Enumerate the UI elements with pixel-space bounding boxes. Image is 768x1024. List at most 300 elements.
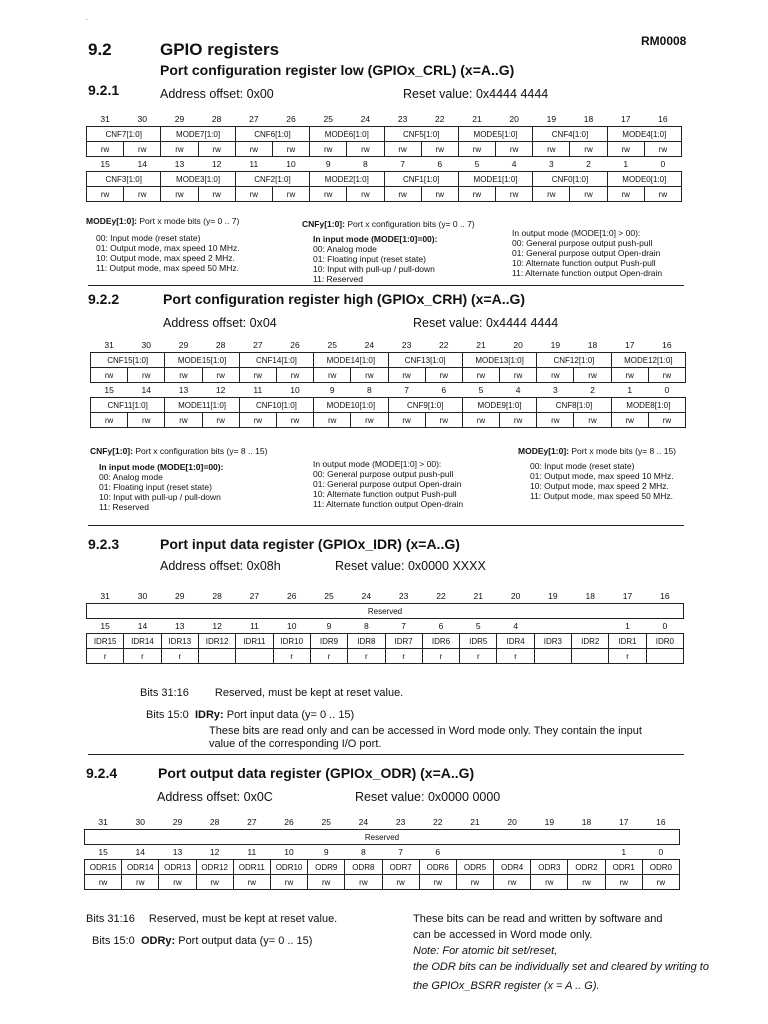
crh-mode-heading: MODEy[1:0]: Port x mode bits (y= 8 .. 15)	[518, 446, 677, 456]
list-line: 10: Input with pull-up / pull-down	[313, 264, 435, 274]
bit-number: 10	[286, 621, 297, 631]
bit-number: 11	[249, 159, 259, 169]
bit-number: 13	[172, 847, 183, 857]
access-cell: rw	[458, 142, 495, 157]
access-cell: rw	[384, 142, 421, 157]
list-line: 10: Alternate function output Push-pull	[512, 258, 656, 268]
bit-number: 22	[433, 817, 443, 827]
access-cell: rw	[388, 368, 425, 383]
field-cell: MODE11[1:0]	[165, 398, 239, 413]
access-cell: rw	[611, 368, 648, 383]
access-cell: rw	[235, 142, 272, 157]
access-cell: rw	[159, 875, 196, 890]
bit-number: 31	[98, 817, 108, 827]
bit-number: 25	[327, 340, 337, 350]
access-cell: rw	[570, 142, 607, 157]
access-cell: rw	[537, 368, 574, 383]
odr-note-3: the GPIOx_BSRR register (x = A .. G).	[413, 980, 600, 992]
bit-number: 6	[437, 159, 443, 169]
bit-number: 24	[358, 817, 369, 827]
access-cell: r	[609, 649, 646, 664]
bit-number: 19	[548, 591, 558, 601]
list-line: 01: Output mode, max speed 10 MHz.	[96, 243, 240, 253]
bit-number: 4	[511, 159, 517, 169]
access-cell: rw	[347, 142, 384, 157]
list-line: 00: General purpose output push-pull	[313, 469, 454, 479]
bit-number: 20	[510, 591, 521, 601]
access-cell: rw	[533, 142, 570, 157]
access-cell: rw	[314, 368, 351, 383]
odr-bits-data: Bits 15:0 ODRy: Port output data (y= 0 .. 15)	[92, 935, 313, 947]
field-cell: MODE9[1:0]	[462, 398, 536, 413]
access-cell: rw	[87, 187, 124, 202]
access-cell: rw	[533, 187, 570, 202]
bit-number: 24	[360, 114, 371, 124]
access-cell: rw	[202, 368, 239, 383]
bit-number: 26	[284, 817, 294, 827]
field-cell: MODE13[1:0]	[462, 353, 536, 368]
bit-number: 21	[476, 340, 486, 350]
crl-cnf-input-block: In input mode (MODE[1:0]=00): 00: Analog mode 01: Floating input (reset state) 10: Input with pull-up / pull-down 11: Reserved	[313, 234, 438, 284]
bit-number: 0	[662, 621, 668, 631]
list-line: 00: Input mode (reset state)	[96, 233, 201, 243]
field-cell: MODE0[1:0]	[607, 172, 681, 187]
access-cell: rw	[642, 875, 679, 890]
idr-desc-1: These bits are read only and can be accessed in Word mode only. They contain the input	[209, 725, 642, 737]
bit-number: 13	[178, 385, 189, 395]
list-line: 11: Reserved	[99, 502, 149, 512]
access-cell: rw	[124, 142, 161, 157]
odr-note-2: the ODR bits can be individually set and cleared by writing to	[413, 961, 709, 973]
access-cell: r	[161, 649, 198, 664]
bit-number: 14	[141, 385, 152, 395]
list-line: 10: Output mode, max speed 2 MHz.	[96, 253, 235, 263]
crh-reset: Reset value: 0x4444 4444	[413, 316, 559, 330]
bit-number: 16	[662, 340, 672, 350]
bit-number: 16	[660, 591, 670, 601]
field-cell: ODR7	[382, 860, 419, 875]
field-cell: ODR14	[122, 860, 159, 875]
bit-number: 23	[395, 817, 406, 827]
bit-number: 1	[623, 159, 629, 169]
odr-register-table	[84, 815, 680, 890]
field-cell: MODE8[1:0]	[611, 398, 685, 413]
field-cell: CNF12[1:0]	[537, 353, 611, 368]
crl-offset: Address offset: 0x00	[160, 87, 274, 101]
field-cell: IDR5	[460, 634, 497, 649]
access-cell: rw	[648, 368, 685, 383]
field-cell: ODR1	[605, 860, 642, 875]
bit-number: 26	[286, 591, 297, 601]
access-cell: rw	[456, 875, 493, 890]
field-cell: IDR2	[572, 634, 609, 649]
bit-number: 20	[509, 114, 519, 124]
access-cell	[236, 649, 273, 664]
access-cell: rw	[128, 413, 165, 428]
bit-number: 27	[247, 817, 257, 827]
field-cell: CNF6[1:0]	[235, 127, 309, 142]
field-cell: CNF10[1:0]	[239, 398, 313, 413]
access-cell: rw	[421, 142, 458, 157]
bit-number: 11	[253, 385, 263, 395]
access-cell: rw	[270, 875, 307, 890]
field-cell: MODE10[1:0]	[314, 398, 388, 413]
bit-number	[534, 619, 571, 634]
access-cell: rw	[310, 142, 347, 157]
field-cell: MODE5[1:0]	[458, 127, 532, 142]
bit-number: 5	[475, 621, 481, 631]
bit-number: 2	[590, 385, 595, 395]
access-cell: rw	[568, 875, 605, 890]
field-cell: MODE6[1:0]	[310, 127, 384, 142]
bit-number: 5	[474, 159, 480, 169]
access-cell: rw	[202, 413, 239, 428]
bit-number: 14	[137, 621, 148, 631]
field-cell: CNF4[1:0]	[533, 127, 607, 142]
bit-number: 26	[286, 114, 296, 124]
field-cell: MODE2[1:0]	[310, 172, 384, 187]
access-cell: rw	[425, 368, 462, 383]
field-cell: MODE1[1:0]	[458, 172, 532, 187]
access-cell: rw	[239, 413, 276, 428]
access-cell: rw	[537, 413, 574, 428]
odr-offset: Address offset: 0x0C	[157, 790, 273, 804]
bit-number: 28	[211, 114, 222, 124]
bit-number: 1	[627, 385, 633, 395]
idr-number: 9.2.3	[88, 536, 120, 552]
field-cell: CNF13[1:0]	[388, 353, 462, 368]
bit-number: 31	[104, 340, 114, 350]
bit-number: 3	[548, 159, 554, 169]
idr-bits-data: Bits 15:0 IDRy: Port input data (y= 0 .. 15)	[146, 709, 355, 721]
bit-number: 12	[215, 385, 226, 395]
access-cell: rw	[272, 142, 309, 157]
reserved-cell: Reserved	[85, 830, 680, 845]
bit-number: 21	[472, 114, 482, 124]
list-line: 11: Output mode, max speed 50 MHz.	[96, 263, 239, 273]
bit-number: 27	[249, 591, 260, 601]
bit-number: 9	[329, 385, 335, 395]
access-cell: rw	[128, 368, 165, 383]
bit-number: 17	[622, 591, 633, 601]
idr-register-table	[86, 589, 684, 664]
bit-number: 6	[441, 385, 447, 395]
bit-number: 12	[211, 159, 222, 169]
bit-number	[456, 845, 493, 860]
bit-number: 7	[404, 385, 409, 395]
idr-offset: Address offset: 0x08h	[160, 559, 281, 573]
bit-number: 15	[98, 847, 108, 857]
bit-number: 12	[209, 847, 220, 857]
bit-number: 23	[397, 114, 408, 124]
field-cell: CNF1[1:0]	[384, 172, 458, 187]
odr-desc-1: These bits can be read and written by software and	[413, 913, 663, 925]
list-line: 10: Alternate function output Push-pull	[313, 489, 457, 499]
list-line: 10: Input with pull-up / pull-down	[99, 492, 221, 502]
field-cell: IDR1	[609, 634, 646, 649]
access-cell: rw	[607, 187, 644, 202]
crh-title: Port configuration register high (GPIOx_CRH) (x=A..G)	[163, 291, 526, 307]
access-cell: rw	[198, 187, 235, 202]
bit-number: 16	[656, 817, 666, 827]
bit-number: 21	[473, 591, 484, 601]
access-cell: rw	[458, 187, 495, 202]
field-cell: MODE7[1:0]	[161, 127, 235, 142]
crl-mode-list	[96, 233, 240, 273]
crl-mode-heading: MODEy[1:0]: Port x mode bits (y= 0 .. 7)	[86, 216, 240, 226]
reserved-cell: Reserved	[87, 604, 684, 619]
access-cell: rw	[87, 142, 124, 157]
crl-reset: Reset value: 0x4444 4444	[403, 87, 549, 101]
bit-number: 25	[323, 114, 333, 124]
bit-number: 30	[135, 817, 146, 827]
bit-number: 29	[175, 591, 185, 601]
bit-number: 29	[178, 340, 189, 350]
list-line: 00: Analog mode	[99, 472, 163, 482]
bit-number: 15	[104, 385, 114, 395]
field-cell: ODR11	[233, 860, 270, 875]
bit-number: 8	[363, 621, 369, 631]
bit-number: 21	[470, 817, 480, 827]
bit-number: 28	[215, 340, 226, 350]
access-cell: rw	[531, 875, 568, 890]
bit-number: 22	[439, 340, 449, 350]
bit-number: 25	[324, 591, 334, 601]
bit-number: 2	[586, 159, 591, 169]
bit-number: 1	[625, 621, 630, 631]
access-cell: rw	[605, 875, 642, 890]
access-cell: rw	[425, 413, 462, 428]
bit-number: 29	[174, 114, 185, 124]
bit-number: 16	[658, 114, 668, 124]
access-cell	[198, 649, 235, 664]
bit-number: 13	[174, 159, 185, 169]
access-cell: rw	[124, 187, 161, 202]
access-cell: r	[124, 649, 161, 664]
access-cell: rw	[611, 413, 648, 428]
bit-number: 25	[321, 817, 331, 827]
field-cell: CNF0[1:0]	[533, 172, 607, 187]
bit-number: 15	[100, 621, 110, 631]
access-cell: rw	[500, 368, 537, 383]
bit-number: 11	[249, 621, 259, 631]
field-cell: MODE14[1:0]	[314, 353, 388, 368]
access-cell: rw	[165, 368, 202, 383]
access-cell: r	[422, 649, 459, 664]
list-line: 01: General purpose output Open-drain	[313, 479, 462, 489]
list-line: 01: Floating input (reset state)	[313, 254, 426, 264]
access-cell: rw	[351, 413, 388, 428]
field-cell: ODR9	[308, 860, 345, 875]
bit-number: 6	[438, 621, 444, 631]
bit-number: 7	[400, 159, 405, 169]
odr-note: Note: For atomic bit set/reset,	[413, 945, 558, 957]
access-cell	[534, 649, 571, 664]
field-cell: IDR10	[273, 634, 310, 649]
list-line: 00: Input mode (reset state)	[530, 461, 635, 471]
bit-number: 19	[546, 114, 557, 124]
bit-number: 9	[323, 847, 329, 857]
access-cell: rw	[494, 875, 531, 890]
bit-number: 18	[587, 340, 598, 350]
field-cell: CNF15[1:0]	[91, 353, 165, 368]
access-cell: rw	[574, 413, 611, 428]
access-cell: rw	[276, 413, 313, 428]
access-cell: rw	[644, 187, 681, 202]
list-line: 11: Reserved	[313, 274, 363, 284]
page-mark: .	[86, 16, 88, 22]
bit-number: 24	[364, 340, 375, 350]
divider-1	[88, 285, 684, 286]
crh-cnf-heading: CNFy[1:0]: Port x configuration bits (y= 8 .. 15)	[90, 446, 268, 456]
odr-desc-2: can be accessed in Word mode only.	[413, 929, 593, 941]
bit-number: 8	[361, 847, 366, 857]
bit-number: 3	[552, 385, 558, 395]
crl-cnf-heading: CNFy[1:0]: Port x configuration bits (y= 0 .. 7)	[302, 219, 475, 229]
access-cell: rw	[462, 368, 499, 383]
field-cell: ODR13	[159, 860, 196, 875]
access-cell: rw	[345, 875, 382, 890]
odr-title: Port output data register (GPIOx_ODR) (x=A..G)	[158, 765, 475, 781]
access-cell: rw	[570, 187, 607, 202]
access-cell: rw	[644, 142, 681, 157]
list-line: 01: Floating input (reset state)	[99, 482, 212, 492]
access-cell: r	[348, 649, 385, 664]
doc-id: RM0008	[641, 34, 687, 48]
access-cell: rw	[196, 875, 233, 890]
bit-number: 20	[507, 817, 517, 827]
bit-number: 0	[658, 847, 664, 857]
bit-number: 23	[401, 340, 412, 350]
crh-register-table	[90, 338, 686, 428]
bit-number: 28	[209, 817, 220, 827]
access-cell: rw	[91, 368, 128, 383]
access-cell	[572, 649, 609, 664]
bit-number: 7	[401, 621, 407, 631]
bit-number: 24	[361, 591, 372, 601]
field-cell: CNF3[1:0]	[87, 172, 161, 187]
field-cell: ODR10	[270, 860, 307, 875]
crh-cnf-input-block: In input mode (MODE[1:0]=00): 00: Analog mode 01: Floating input (reset state) 10: Input with pull-up / pull-down 11: Reserved	[99, 462, 224, 512]
bit-number: 10	[286, 159, 296, 169]
bit-number	[494, 845, 531, 860]
field-cell: ODR4	[494, 860, 531, 875]
bit-number: 26	[290, 340, 300, 350]
odr-number: 9.2.4	[86, 765, 118, 781]
field-cell: CNF2[1:0]	[235, 172, 309, 187]
divider-3	[88, 754, 684, 755]
field-cell: IDR8	[348, 634, 385, 649]
field-cell: IDR6	[422, 634, 459, 649]
access-cell: rw	[85, 875, 122, 890]
crh-cnf-output-block: In output mode (MODE[1:0] > 00): 00: General purpose output push-pull 01: General purpose output Open-drain 10: Alternate function output Push-pull 11: Alternate function output Open-drain	[313, 459, 464, 509]
idr-reset: Reset value: 0x0000 XXXX	[335, 559, 486, 573]
access-cell: rw	[91, 413, 128, 428]
crh-number: 9.2.2	[88, 291, 120, 307]
bit-number: 5	[478, 385, 484, 395]
access-cell: rw	[314, 413, 351, 428]
field-cell: MODE3[1:0]	[161, 172, 235, 187]
list-line: 00: Analog mode	[313, 244, 377, 254]
bit-number: 13	[175, 621, 185, 631]
bit-number: 10	[290, 385, 300, 395]
field-cell: IDR3	[534, 634, 571, 649]
bit-number: 19	[544, 817, 555, 827]
bit-number: 8	[363, 159, 368, 169]
bit-number: 18	[585, 591, 595, 601]
field-cell: ODR0	[642, 860, 679, 875]
access-cell: rw	[496, 187, 533, 202]
field-cell: IDR11	[236, 634, 273, 649]
access-cell: rw	[419, 875, 456, 890]
bit-number: 20	[513, 340, 523, 350]
list-line: 11: Alternate function output Open-drain	[512, 268, 663, 278]
field-cell: CNF5[1:0]	[384, 127, 458, 142]
bit-number: 19	[550, 340, 561, 350]
access-cell: r	[273, 649, 310, 664]
field-cell: IDR7	[385, 634, 422, 649]
bit-number	[568, 845, 605, 860]
access-cell: r	[460, 649, 497, 664]
field-cell: IDR14	[124, 634, 161, 649]
access-cell: rw	[574, 368, 611, 383]
field-cell: IDR4	[497, 634, 534, 649]
crl-cnf-output-block: In output mode (MODE[1:0] > 00): 00: General purpose output push-pull 01: General purpose output Open-drain 10: Alternate function output Push-pull 11: Alternate function output Open-drain	[512, 228, 663, 278]
field-cell: ODR6	[419, 860, 456, 875]
crl-title: Port configuration register low (GPIOx_CRL) (x=A..G)	[160, 62, 515, 78]
bit-number: 30	[137, 114, 148, 124]
bit-number: 31	[100, 591, 110, 601]
bit-number: 28	[212, 591, 222, 601]
bit-number	[531, 845, 568, 860]
field-cell: MODE4[1:0]	[607, 127, 681, 142]
access-cell	[646, 649, 683, 664]
bit-number: 9	[326, 621, 332, 631]
access-cell: rw	[496, 142, 533, 157]
bit-number: 22	[435, 114, 445, 124]
field-cell: CNF14[1:0]	[239, 353, 313, 368]
idr-bits-reserved: Bits 31:16 Reserved, must be kept at reset value.	[140, 687, 404, 699]
bit-number: 15	[100, 159, 110, 169]
bit-number: 18	[581, 817, 592, 827]
field-cell: ODR5	[456, 860, 493, 875]
bit-number	[572, 619, 609, 634]
access-cell: rw	[165, 413, 202, 428]
access-cell: rw	[161, 142, 198, 157]
bit-number: 17	[624, 340, 635, 350]
bit-number: 22	[436, 591, 446, 601]
access-cell: r	[310, 649, 347, 664]
access-cell: rw	[239, 368, 276, 383]
access-cell: rw	[607, 142, 644, 157]
list-line: 00: General purpose output push-pull	[512, 238, 653, 248]
bit-number: 27	[249, 114, 259, 124]
bit-number: 31	[100, 114, 110, 124]
bit-number: 29	[172, 817, 183, 827]
access-cell: rw	[648, 413, 685, 428]
bit-number: 17	[618, 817, 629, 827]
section-title: GPIO registers	[160, 40, 280, 59]
bit-number: 14	[137, 159, 148, 169]
access-cell: rw	[198, 142, 235, 157]
bit-number: 23	[398, 591, 409, 601]
field-cell: IDR9	[310, 634, 347, 649]
crh-mode-list	[530, 461, 674, 501]
access-cell: rw	[347, 187, 384, 202]
field-cell: CNF8[1:0]	[537, 398, 611, 413]
idr-desc-2: value of the corresponding I/O port.	[209, 738, 382, 750]
field-cell: MODE12[1:0]	[611, 353, 685, 368]
